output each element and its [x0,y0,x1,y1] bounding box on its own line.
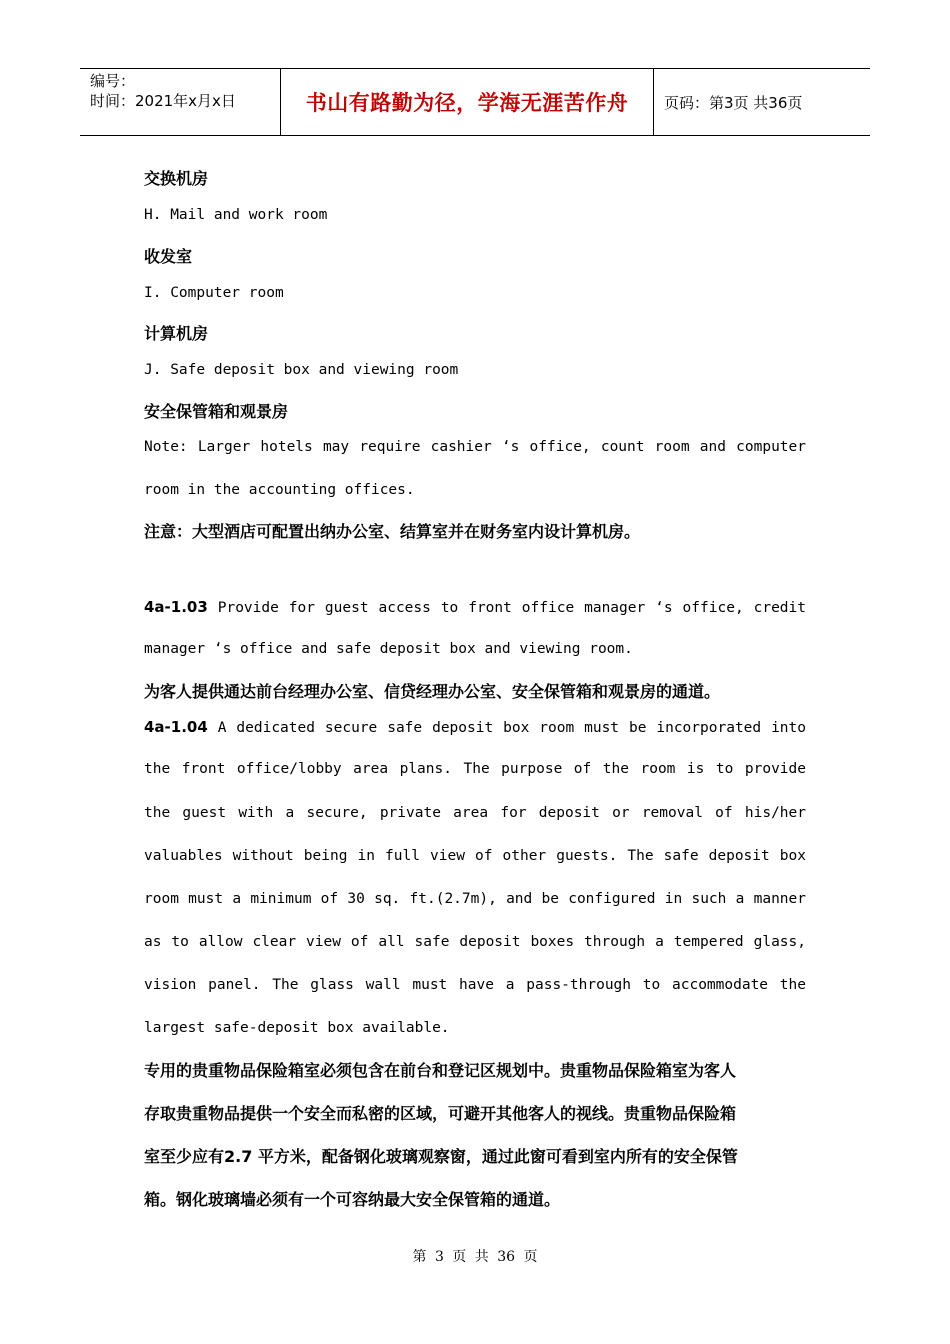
para-104-label: 4a-1.04 [144,718,208,736]
para-103-cn: 为客人提供通达前台经理办公室、信贷经理办公室、安全保管箱和观景房的通道。 [144,682,721,701]
document-number-label: 编号： [90,72,136,90]
para-104-line-1: 4a-1.04 A dedicated secure safe deposit box room must be incorporated into [144,718,806,736]
para-104-line-4: valuables without being in full view of other guests. The safe deposit box [144,848,806,864]
item-i-computer-room: I. Computer room [144,285,284,301]
para-104-line-2: the front office/lobby area plans. The purpose of the room is to provide [144,761,806,777]
para-104-line-5: room must a minimum of 30 sq. ft.(2.7m), and be configured in such a manner [144,891,806,907]
para-104-line-7: vision panel. The glass wall must have a pass-through to accommodate the [144,977,806,993]
header-meta [80,69,281,135]
para-104-cn-line-2: 存取贵重物品提供一个安全而私密的区域，可避开其他客人的视线。贵重物品保险箱 [144,1104,737,1123]
note-en-line-1: Note: Larger hotels may require cashier ‘s office, count room and computer [144,439,806,455]
document-date: 时间：2021年x月x日 [90,92,236,110]
para-103-line-1: 4a-1.03 Provide for guest access to front office manager ‘s office, credit [144,598,806,616]
page-footer: 第 3 页 共 36 页 [412,1249,538,1265]
header-page-info: 页码：第3页 共36页 [664,93,803,112]
heading-computer-room-cn: 计算机房 [144,324,209,343]
para-104-line-3: the guest with a secure, private area for deposit or removal of his/her [144,805,806,821]
heading-safe-deposit-cn: 安全保管箱和观景房 [144,402,289,421]
header-motto: 书山有路勤为径，学海无涯苦作舟 [281,69,654,135]
para-104-line-8: largest safe-deposit box available. [144,1020,450,1036]
note-en-line-2: room in the accounting offices. [144,482,415,498]
heading-switch-room-cn: 交换机房 [144,169,209,188]
para-104-cn-line-1: 专用的贵重物品保险箱室必须包含在前台和登记区规划中。贵重物品保险箱室为客人 [144,1061,737,1080]
item-j-safe-deposit: J. Safe deposit box and viewing room [144,362,459,378]
heading-mail-room-cn: 收发室 [144,247,193,266]
para-103-label: 4a-1.03 [144,598,208,616]
item-h-mail-room: H. Mail and work room [144,207,328,223]
para-103-line-2: manager ‘s office and safe deposit box and viewing room. [144,641,633,657]
note-cn: 注意：大型酒店可配置出纳办公室、结算室并在财务室内设计算机房。 [144,522,641,541]
page-header [80,68,870,136]
para-104-cn-line-3: 室至少应有2.7 平方米，配备钢化玻璃观察窗，通过此窗可看到室内所有的安全保管 [144,1147,738,1166]
para-104-cn-line-4: 箱。钢化玻璃墙必须有一个可容纳最大安全保管箱的通道。 [144,1190,561,1209]
para-104-line-6: as to allow clear view of all safe deposit boxes through a tempered glass, [144,934,806,950]
